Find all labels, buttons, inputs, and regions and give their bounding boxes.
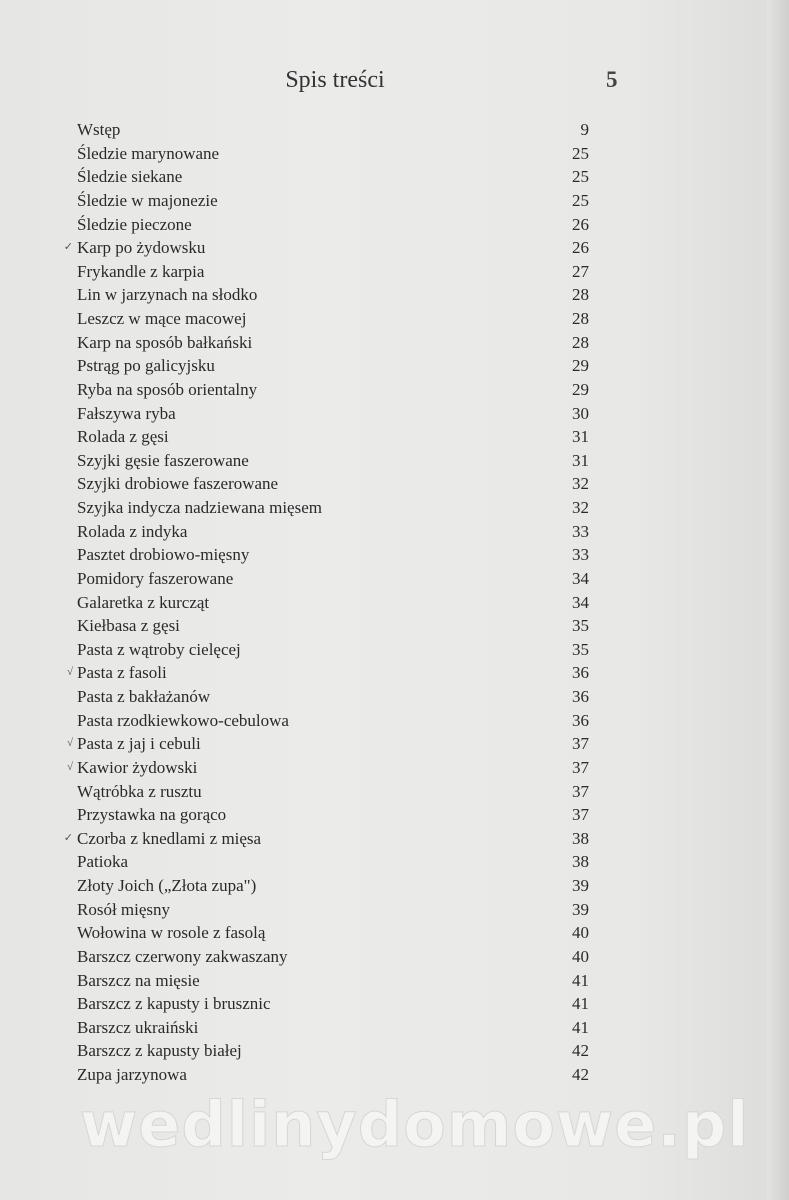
entry-title: Pasta z bakłażanów <box>77 687 211 706</box>
toc-entry <box>66 732 589 756</box>
entry-page: 36 <box>572 687 589 706</box>
entry-page: 42 <box>572 1041 589 1061</box>
entry-page: 28 <box>572 285 589 305</box>
toc-entry <box>77 496 589 520</box>
entry-page: 41 <box>572 970 589 990</box>
entry-page: 35 <box>572 616 589 636</box>
entry-page: 29 <box>572 379 589 399</box>
entry-page: 37 <box>572 781 589 801</box>
entry-page: 29 <box>572 356 589 376</box>
table-of-contents <box>63 118 589 1087</box>
entry-title: Pasta rzodkiewkowo-cebulowa <box>77 710 289 730</box>
entry-page: 37 <box>572 734 589 754</box>
entry-title: Barszcz ukraiński <box>77 1017 199 1037</box>
toc-entry <box>77 118 589 142</box>
entry-title: Przystawka na gorąco <box>77 805 227 825</box>
entry-title: Pasta z fasoli <box>77 663 167 683</box>
toc-entry <box>77 449 589 473</box>
entry-page: 37 <box>572 757 589 777</box>
entry-page: 39 <box>572 876 589 895</box>
toc-entry <box>77 331 589 355</box>
entry-title: Barszcz czerwony zakwaszany <box>77 946 288 966</box>
entry-title: Szyjka indycza nadziewana mięsem <box>77 498 322 517</box>
entry-page: 33 <box>572 545 589 565</box>
page-title: Spis treści <box>285 67 385 93</box>
toc-entry <box>77 638 589 662</box>
toc-entry <box>77 543 589 567</box>
entry-page: 25 <box>572 143 589 163</box>
toc-entry <box>77 874 589 898</box>
entry-title: Rolada z indyka <box>77 521 188 541</box>
entry-title: Barszcz na mięsie <box>77 970 200 990</box>
entry-title: Ryba na sposób orientalny <box>77 379 258 399</box>
toc-entry <box>77 472 589 496</box>
toc-entry <box>77 213 589 237</box>
entry-title: Rolada z gęsi <box>77 427 169 447</box>
entry-page: 27 <box>572 261 589 281</box>
toc-entry <box>77 591 589 615</box>
toc-entry <box>77 992 589 1016</box>
entry-page: 26 <box>572 214 589 234</box>
entry-title: Pasztet drobiowo-mięsny <box>77 545 250 565</box>
toc-entry <box>77 189 589 213</box>
toc-entry <box>77 378 589 402</box>
toc-entry <box>77 803 589 827</box>
entry-page: 36 <box>572 710 589 730</box>
page-edge <box>767 0 789 1200</box>
entry-page: 25 <box>572 190 589 210</box>
entry-title: Czorba z knedlami z mięsa <box>77 828 262 848</box>
entry-title: Pasta z jaj i cebuli <box>77 734 201 754</box>
toc-entry <box>66 661 589 685</box>
entry-page: 38 <box>572 852 589 872</box>
toc-entry <box>77 260 589 284</box>
entry-title: Fałszywa ryba <box>77 403 176 423</box>
entry-page: 26 <box>572 238 589 258</box>
toc-entry <box>77 685 589 709</box>
entry-title: Śledzie siekane <box>77 167 183 187</box>
entry-title: Barszcz z kapusty i brusznic <box>77 994 271 1014</box>
entry-page: 34 <box>572 592 589 612</box>
toc-entry <box>77 780 589 804</box>
check-mark-icon: √ <box>66 760 73 773</box>
entry-page: 30 <box>572 403 589 423</box>
entry-page: 34 <box>572 568 589 588</box>
toc-entry <box>77 283 589 307</box>
entry-title: Szyjki gęsie faszerowane <box>77 450 249 470</box>
entry-title: Śledzie pieczone <box>77 214 192 234</box>
toc-entry <box>77 1016 589 1040</box>
entry-page: 31 <box>572 450 589 470</box>
entry-title: Pstrąg po galicyjsku <box>77 356 215 376</box>
entry-title: Pomidory faszerowane <box>77 568 234 588</box>
entry-title: Pasta z wątroby cielęcej <box>77 639 241 659</box>
check-mark-icon: √ <box>66 737 73 750</box>
entry-page: 40 <box>572 923 589 943</box>
toc-entry <box>77 945 589 969</box>
toc-entry <box>77 142 589 166</box>
entry-page: 39 <box>572 899 589 919</box>
entry-page: 33 <box>572 521 589 541</box>
toc-entry <box>77 354 589 378</box>
toc-entry <box>63 827 589 851</box>
entry-page: 41 <box>572 994 589 1014</box>
entry-page: 42 <box>572 1065 589 1084</box>
check-mark-icon: ✓ <box>63 831 73 844</box>
entry-title: Zupa jarzynowa <box>77 1065 187 1084</box>
entry-title: Złoty Joich („Złota zupa") <box>77 876 257 895</box>
entry-title: Karp po żydowsku <box>77 238 206 258</box>
toc-entry <box>63 236 589 260</box>
entry-title: Wątróbka z rusztu <box>77 781 202 801</box>
toc-entry <box>77 709 589 733</box>
entry-page: 32 <box>572 474 589 494</box>
entry-title: Patioka <box>77 852 128 872</box>
entry-title: Leszcz w mące macowej <box>77 309 247 328</box>
entry-title: Wstęp <box>77 120 121 139</box>
toc-entry <box>77 850 589 874</box>
entry-page: 35 <box>572 639 589 659</box>
toc-entry <box>77 165 589 189</box>
toc-entry <box>77 614 589 638</box>
entry-page: 28 <box>572 309 589 328</box>
toc-entry <box>77 898 589 922</box>
watermark: wedlinydomowe.pl <box>80 1088 750 1161</box>
toc-entry <box>77 520 589 544</box>
page-number: 5 <box>606 67 618 92</box>
entry-title: Śledzie marynowane <box>77 143 220 163</box>
toc-entry <box>77 567 589 591</box>
entry-title: Kiełbasa z gęsi <box>77 616 180 636</box>
entry-title: Lin w jarzynach na słodko <box>77 285 258 305</box>
entry-page: 9 <box>580 120 589 139</box>
entry-title: Frykandle z karpia <box>77 261 205 281</box>
entry-page: 31 <box>572 427 589 447</box>
toc-entry <box>77 307 589 331</box>
entry-page: 32 <box>572 498 589 517</box>
entry-title: Barszcz z kapusty białej <box>77 1041 242 1061</box>
toc-entry <box>77 425 589 449</box>
toc-entry <box>66 756 589 780</box>
entry-page: 41 <box>572 1017 589 1037</box>
entry-title: Śledzie w majonezie <box>77 190 218 210</box>
entry-page: 25 <box>572 167 589 187</box>
entry-page: 36 <box>572 663 589 683</box>
toc-entry <box>77 969 589 993</box>
entry-title: Wołowina w rosole z fasolą <box>77 923 266 943</box>
entry-page: 38 <box>572 828 589 848</box>
toc-entry <box>77 921 589 945</box>
entry-page: 40 <box>572 946 589 966</box>
entry-title: Szyjki drobiowe faszerowane <box>77 474 279 494</box>
entry-page: 37 <box>572 805 589 825</box>
toc-entry <box>77 1039 589 1063</box>
entry-title: Kawior żydowski <box>77 757 198 777</box>
check-mark-icon: ✓ <box>63 241 73 254</box>
entry-title: Galaretka z kurcząt <box>77 592 210 612</box>
check-mark-icon: √ <box>66 666 73 679</box>
entry-title: Rosół mięsny <box>77 899 171 919</box>
toc-entry <box>77 402 589 426</box>
toc-entry <box>77 1063 589 1087</box>
entry-page: 28 <box>572 332 589 352</box>
entry-title: Karp na sposób bałkański <box>77 332 253 352</box>
